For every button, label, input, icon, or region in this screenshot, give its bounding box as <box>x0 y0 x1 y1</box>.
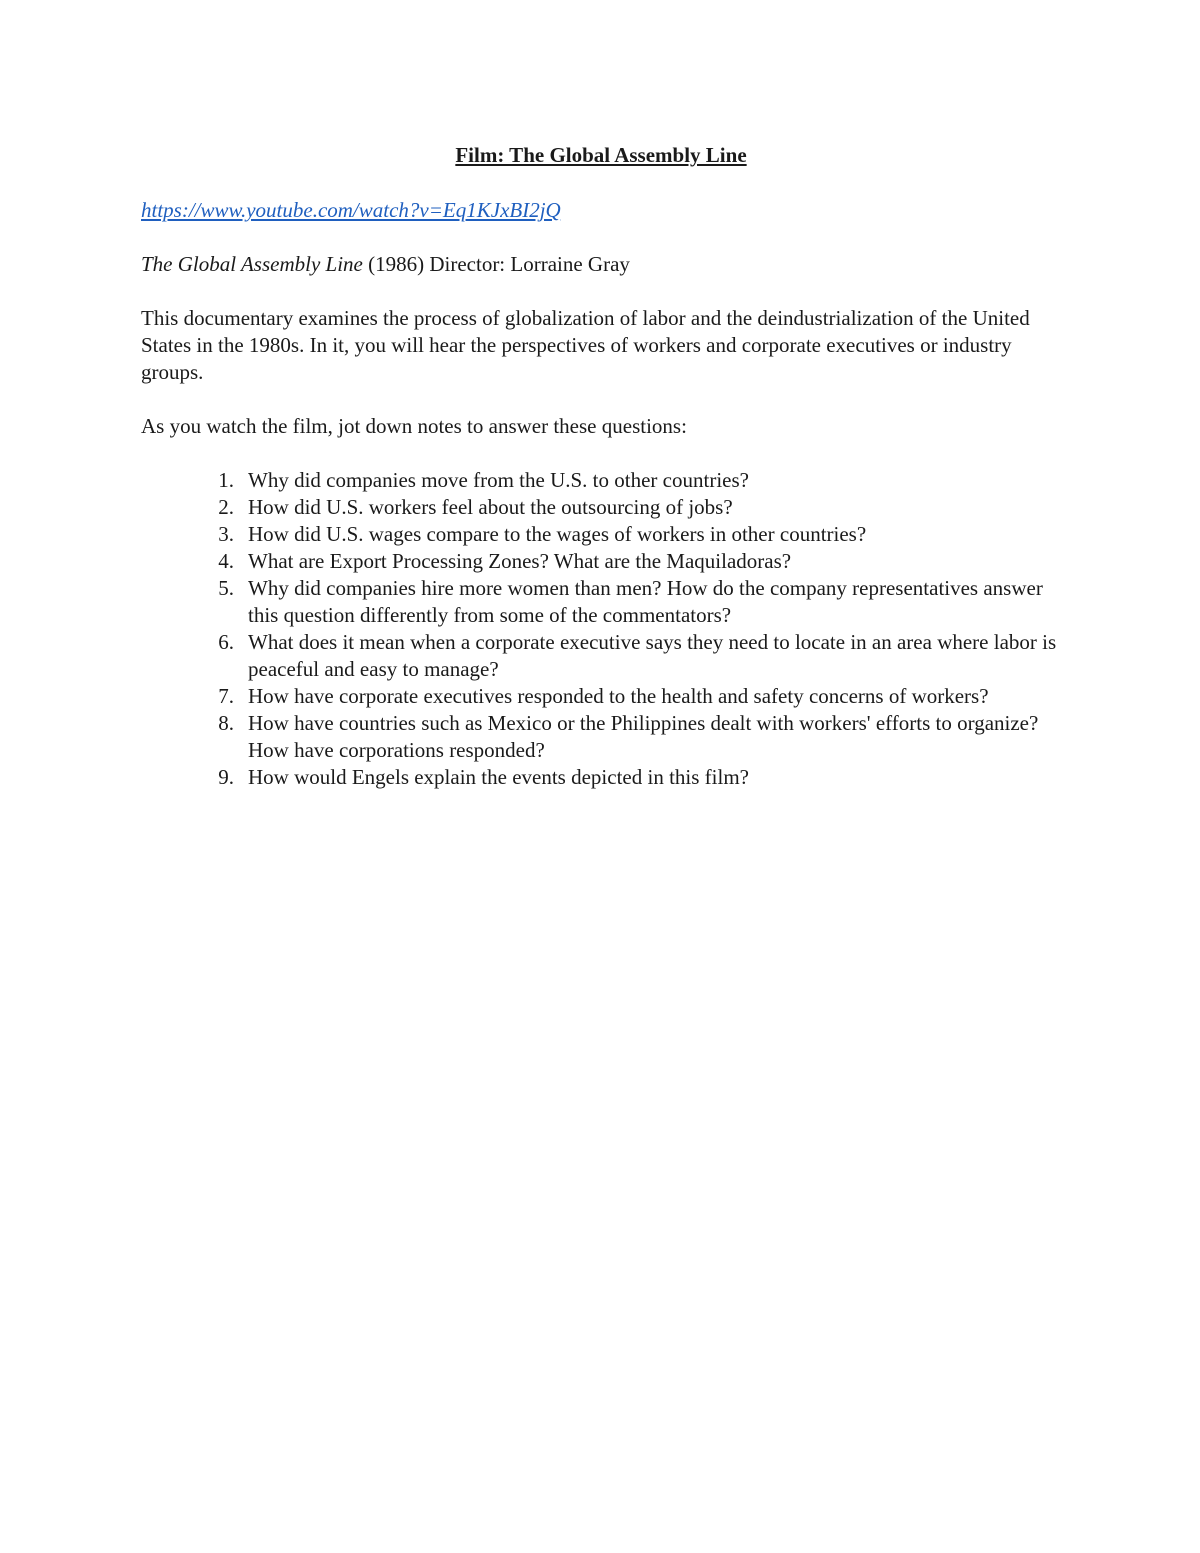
question-number: 5. <box>218 576 234 600</box>
question-number: 1. <box>218 468 234 492</box>
film-citation <box>141 251 1061 278</box>
question-text: How did U.S. wages compare to the wages of workers in other countries? <box>248 522 867 546</box>
document-body <box>141 140 1061 791</box>
film-name: The Global Assembly Line <box>141 252 363 276</box>
question-number: 9. <box>218 765 234 789</box>
question-text: Why did companies hire more women than men? How do the company representatives answer this question differently from some of the commentators? <box>248 576 1043 627</box>
film-details: (1986) Director: Lorraine Gray <box>362 252 630 276</box>
question-text: How have countries such as Mexico or the Philippines dealt with workers' efforts to organize? How have corporations responded? <box>248 711 1039 762</box>
question-text: How would Engels explain the events depicted in this film? <box>248 765 749 789</box>
question-item <box>141 575 1061 629</box>
question-list <box>141 467 1061 791</box>
question-text: What are Export Processing Zones? What are the Maquiladoras? <box>248 549 792 573</box>
question-item <box>141 494 1061 521</box>
question-item <box>141 683 1061 710</box>
question-item <box>141 764 1061 791</box>
question-item <box>141 521 1061 548</box>
question-number: 8. <box>218 711 234 735</box>
question-text: What does it mean when a corporate executive says they need to locate in an area where labor is peaceful and easy to manage? <box>248 630 1057 681</box>
question-number: 7. <box>218 684 234 708</box>
question-item <box>141 467 1061 494</box>
film-link[interactable]: https://www.youtube.com/watch?v=Eq1KJxBI2jQ <box>141 198 561 222</box>
intro-paragraph: This documentary examines the process of globalization of labor and the deindustrialization of the United States in the 1980s. In it, you will hear the perspectives of workers and corporate executives or industry groups. <box>141 306 1030 384</box>
question-number: 2. <box>218 495 234 519</box>
question-number: 3. <box>218 522 234 546</box>
question-text: Why did companies move from the U.S. to other countries? <box>248 468 749 492</box>
question-number: 6. <box>218 630 234 654</box>
question-text: How have corporate executives responded to the health and safety concerns of workers? <box>248 684 989 708</box>
question-number: 4. <box>218 549 234 573</box>
document-title: Film: The Global Assembly Line <box>455 143 747 167</box>
question-item <box>141 710 1061 764</box>
question-item <box>141 548 1061 575</box>
question-item <box>141 629 1061 683</box>
question-text: How did U.S. workers feel about the outsourcing of jobs? <box>248 495 733 519</box>
instruction-paragraph: As you watch the film, jot down notes to answer these questions: <box>141 414 687 438</box>
